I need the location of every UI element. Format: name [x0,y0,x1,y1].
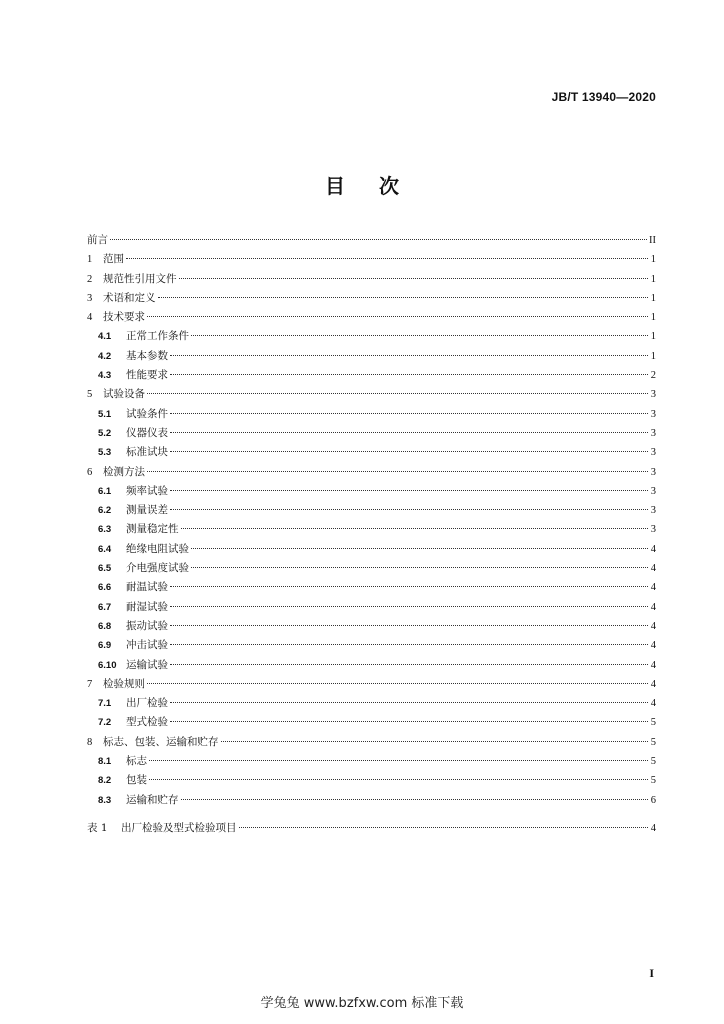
toc-entry-number: 6.4 [98,543,112,555]
dot-leader [170,432,648,433]
dot-leader [147,393,648,394]
toc-entry-number: 表 1 [87,822,108,834]
toc-entry-number: 4.2 [98,350,112,362]
toc-entry-page: 4 [650,563,656,575]
toc-entry-page: 5 [650,717,656,729]
toc-entry[interactable] [87,791,656,810]
toc-entry-label: 测量误差 [126,504,168,517]
toc-entry-page: 1 [650,350,656,362]
toc-entry-page: 4 [650,543,656,555]
toc-entry-label: 范围 [103,253,124,266]
toc-entry-label: 测量稳定性 [126,523,179,536]
table-of-contents [87,231,656,810]
dot-leader [170,721,648,722]
standard-code: JB/T 13940—2020 [551,90,656,104]
toc-entry[interactable] [87,598,656,617]
toc-entry-label: 基本参数 [126,349,168,362]
toc-entry-number: 7.1 [98,698,112,710]
toc-entry-label: 检测方法 [103,465,145,478]
toc-entry-page: 1 [650,254,656,266]
toc-entry-number: 5 [87,389,93,401]
table-entry[interactable] [87,819,656,838]
toc-entry-label: 耐温试验 [126,581,168,594]
dot-leader [181,528,649,529]
toc-entry-page: 4 [650,601,656,613]
toc-entry-number: 1 [87,254,93,266]
dot-leader [149,760,648,761]
dot-leader [126,258,648,259]
toc-entry[interactable] [87,559,656,578]
toc-entry-number: 6.7 [98,601,112,613]
dot-leader [170,625,648,626]
toc-entry[interactable] [87,578,656,597]
toc-entry-page: 2 [650,370,656,382]
toc-entry-number: 6.10 [98,659,117,671]
toc-entry[interactable] [87,482,656,501]
toc-entry[interactable] [87,289,656,308]
toc-entry[interactable] [87,463,656,482]
toc-entry-number: 6.6 [98,582,112,594]
toc-entry[interactable] [87,501,656,520]
toc-entry[interactable] [87,385,656,404]
toc-entry[interactable] [87,636,656,655]
toc-entry-number: 4.3 [98,370,112,382]
toc-entry-label: 冲击试验 [126,639,168,652]
toc-entry-number: 4 [87,312,93,324]
toc-entry[interactable] [87,347,656,366]
toc-entry-page: 3 [650,389,656,401]
dot-leader [170,644,648,645]
toc-entry-page: 4 [650,698,656,710]
toc-entry-number: 5.3 [98,447,112,459]
toc-entry-number: 2 [87,273,93,285]
toc-entry-number: 8.2 [98,775,112,787]
toc-entry-number: 8.3 [98,794,112,806]
table-list [87,819,656,838]
dot-leader [170,413,648,414]
toc-entry-page: 4 [650,659,656,671]
toc-entry[interactable] [87,231,656,250]
toc-entry[interactable] [87,617,656,636]
toc-entry-label: 运输试验 [126,658,168,671]
toc-entry-label: 正常工作条件 [126,330,189,343]
toc-entry-page: 4 [650,620,656,632]
toc-entry-number: 6.8 [98,620,112,632]
dot-leader [221,741,649,742]
toc-entry-number: 3 [87,292,93,304]
toc-entry-page: 3 [650,427,656,439]
dot-leader [239,827,649,828]
toc-entry-page: 1 [650,312,656,324]
toc-entry-number: 5.1 [98,408,112,420]
toc-entry-label: 标志 [126,755,147,768]
toc-entry[interactable] [87,308,656,327]
toc-entry-label: 前言 [87,234,108,246]
toc-entry-label: 试验设备 [103,388,145,401]
page-title: 目次 [325,174,433,198]
toc-entry-number: 7.2 [98,717,112,729]
toc-entry-label: 性能要求 [126,369,168,382]
toc-entry-number: 6.3 [98,524,112,536]
watermark-text: 学兔兔 www.bzfxw.com 标准下载 [260,996,464,1011]
toc-entry-page: 3 [650,408,656,420]
dot-leader [147,471,648,472]
dot-leader [149,779,648,780]
toc-entry-label: 介电强度试验 [126,562,189,575]
toc-entry[interactable] [87,520,656,539]
page-number: I [649,966,654,980]
toc-entry-number: 7 [87,678,93,690]
dot-leader [170,451,648,452]
toc-entry-page: 4 [650,582,656,594]
toc-entry[interactable] [87,694,656,713]
dot-leader [170,509,648,510]
toc-entry-page: 3 [650,485,656,497]
toc-entry[interactable] [87,752,656,771]
toc-entry-label: 绝缘电阻试验 [126,542,189,555]
dot-leader [170,374,648,375]
dot-leader [170,490,648,491]
toc-entry-page: 1 [650,273,656,285]
dot-leader [179,278,649,279]
toc-entry-number: 6.9 [98,640,112,652]
toc-entry-page: 4 [650,823,656,834]
toc-entry-number: 8.1 [98,756,112,768]
toc-entry-label: 运输和贮存 [126,793,179,806]
toc-entry-page: 3 [650,505,656,517]
toc-entry-page: 6 [650,794,656,806]
toc-entry-number: 6.1 [98,485,112,497]
dot-leader [147,316,648,317]
toc-entry[interactable] [87,675,656,694]
toc-entry[interactable] [87,250,656,269]
dot-leader [110,239,647,240]
toc-entry-page: 4 [650,640,656,652]
toc-entry-label: 术语和定义 [103,291,156,304]
toc-entry-page: 5 [650,756,656,768]
dot-leader [170,664,648,665]
toc-entry-number: 6.5 [98,563,112,575]
toc-entry-page: II [649,235,656,246]
toc-entry[interactable] [87,733,656,752]
dot-leader [191,567,648,568]
toc-entry-label: 试验条件 [126,407,168,420]
toc-entry-label: 型式检验 [126,716,168,729]
toc-entry-label: 规范性引用文件 [103,272,177,285]
toc-entry-number: 5.2 [98,427,112,439]
toc-entry[interactable] [87,713,656,732]
toc-entry-label: 标志、包装、运输和贮存 [103,735,219,748]
dot-leader [181,799,649,800]
toc-entry-number: 6.2 [98,505,112,517]
toc-entry-label: 包装 [126,774,147,787]
toc-entry[interactable] [87,405,656,424]
toc-entry-label: 出厂检验及型式检验项目 [121,822,237,834]
toc-entry-label: 振动试验 [126,619,168,632]
dot-leader [170,702,648,703]
dot-leader [158,297,649,298]
toc-entry[interactable] [87,424,656,443]
toc-entry-page: 3 [650,447,656,459]
toc-entry-label: 耐湿试验 [126,600,168,613]
toc-entry[interactable] [87,270,656,289]
toc-entry-label: 检验规则 [103,677,145,690]
toc-entry-label: 技术要求 [103,311,145,324]
toc-entry-page: 5 [650,736,656,748]
dot-leader [170,606,648,607]
dot-leader [191,548,648,549]
toc-entry[interactable] [87,366,656,385]
toc-entry-page: 4 [650,678,656,690]
toc-entry[interactable] [87,656,656,675]
toc-entry-page: 1 [650,292,656,304]
toc-entry-number: 6 [87,466,93,478]
toc-entry-label: 标准试块 [126,446,168,459]
toc-entry-page: 3 [650,466,656,478]
toc-entry-page: 5 [650,775,656,787]
toc-entry[interactable] [87,771,656,790]
toc-entry[interactable] [87,327,656,346]
toc-entry-label: 频率试验 [126,484,168,497]
toc-entry-number: 4.1 [98,331,112,343]
toc-entry[interactable] [87,443,656,462]
toc-entry-page: 1 [650,331,656,343]
dot-leader [147,683,648,684]
dot-leader [191,335,648,336]
dot-leader [170,586,648,587]
toc-entry-number: 8 [87,736,93,748]
dot-leader [170,355,648,356]
toc-entry-page: 3 [650,524,656,536]
toc-entry-label: 出厂检验 [126,697,168,710]
toc-entry[interactable] [87,540,656,559]
toc-entry-label: 仪器仪表 [126,426,168,439]
